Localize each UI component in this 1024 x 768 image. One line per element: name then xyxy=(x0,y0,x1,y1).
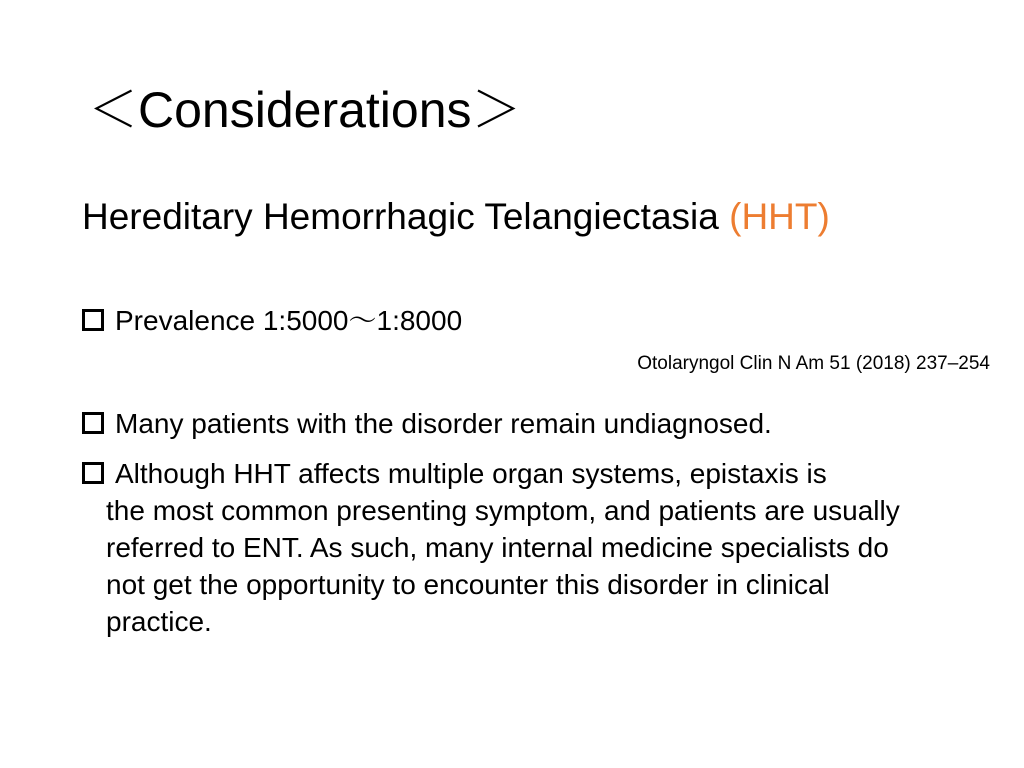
bullet-epistaxis xyxy=(82,455,922,640)
checkbox-outline-icon xyxy=(82,412,104,434)
checkbox-outline-icon xyxy=(82,309,104,331)
slide-title: ＜Considerations＞ xyxy=(88,82,522,138)
subtitle-abbreviation: (HHT) xyxy=(729,196,830,237)
bullet-text-continuation: the most common presenting symptom, and patients are usually referred to ENT. As such, many internal medicine specialists do not get the opportunity to encounter this disorder in clinical practice. xyxy=(106,495,900,637)
subtitle-text: Hereditary Hemorrhagic Telangiectasia xyxy=(82,196,730,237)
bullet-text: Many patients with the disorder remain undiagnosed. xyxy=(115,408,772,439)
citation: Otolaryngol Clin N Am 51 (2018) 237–254 xyxy=(637,353,990,374)
bullet-text-first-line: Although HHT affects multiple organ systems, epistaxis is xyxy=(115,458,827,489)
slide-subtitle xyxy=(82,192,830,242)
bullet-undiagnosed xyxy=(82,405,772,442)
checkbox-outline-icon xyxy=(82,462,104,484)
bullet-text: Prevalence 1:5000～1:8000 xyxy=(115,305,463,336)
bullet-prevalence xyxy=(82,302,462,339)
